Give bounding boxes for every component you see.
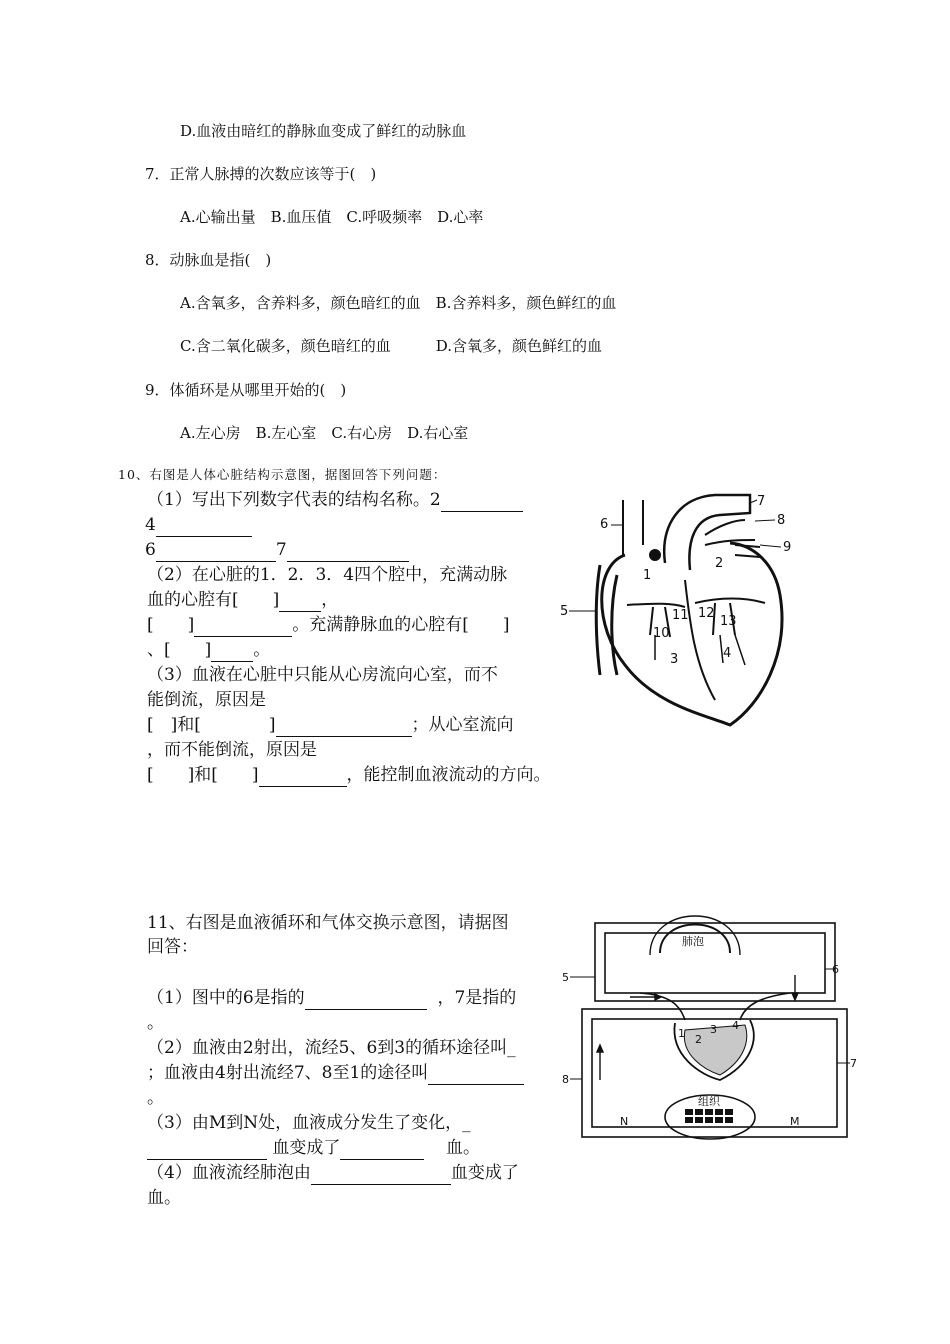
- answer-blank[interactable]: [194, 618, 292, 637]
- answer-blank[interactable]: [428, 1066, 524, 1085]
- q11-part1-end: 。: [147, 1013, 164, 1033]
- q10-part2-line4: [147, 638, 270, 662]
- q11-part3-end: 血。: [446, 1138, 481, 1158]
- q11-part4-text2: 血变成了: [450, 1163, 519, 1183]
- q10-part2-line1: （2）在心脏的1．2．3．4四个腔中，充满动脉: [147, 565, 508, 585]
- q11-part3-text: 血变成了: [272, 1138, 341, 1158]
- heart-label-13: 13: [720, 614, 737, 629]
- q10-part2-line2: [147, 588, 338, 612]
- q8-options-cd: C.含二氧化碳多，颜色暗红的血 D.含氧多，颜色鲜红的血: [180, 337, 602, 355]
- circ-label-8: 8: [562, 1073, 569, 1086]
- q10-part3-text: ；从心室流向: [411, 715, 514, 735]
- q11-intro-line2: 回答：: [147, 937, 198, 957]
- q11-part4-end: 血。: [147, 1188, 181, 1208]
- q10-label-7: 7: [275, 540, 287, 560]
- q10-part3-line3: [147, 713, 514, 737]
- q11-intro-line1: 11、右图是血液循环和气体交换示意图，请据图: [147, 913, 509, 933]
- heart-label-1: 1: [643, 568, 652, 583]
- bracket-blank[interactable]: [ ]和[ ]: [147, 765, 259, 785]
- q11-part3-line2: [147, 1136, 480, 1160]
- circ-label-1: 1: [678, 1027, 685, 1040]
- q11-part1-text2: ，7是指的: [437, 988, 517, 1008]
- answer-blank[interactable]: [147, 1141, 267, 1160]
- heart-label-3: 3: [670, 652, 679, 667]
- q6-option-d: D.血液由暗红的静脉血变成了鲜红的动脉血: [180, 122, 467, 140]
- q10-part1: [147, 488, 523, 512]
- answer-blank[interactable]: [156, 543, 276, 562]
- heart-label-10: 10: [653, 626, 670, 641]
- answer-blank[interactable]: [276, 718, 412, 737]
- q11-part1-text: （1）图中的6是指的: [147, 988, 305, 1008]
- circ-label-4: 4: [732, 1019, 739, 1032]
- tissue-label: 组织: [698, 1095, 720, 1108]
- heart-label-4: 4: [723, 646, 732, 661]
- q10-part2-text-venous: 。充满静脉血的心腔有[ ]: [292, 615, 510, 635]
- answer-blank[interactable]: [156, 518, 252, 537]
- q11-part1: [147, 986, 516, 1010]
- answer-blank[interactable]: [441, 493, 523, 512]
- m-label: M: [790, 1115, 800, 1128]
- q10-part1-line2: [145, 513, 252, 537]
- alveolus-label: 肺泡: [682, 935, 704, 948]
- q11-part2-text: ；血液由4射出流经7、8至1的途径叫: [147, 1063, 429, 1083]
- q11-part4-text: （4）血液流经肺泡由: [147, 1163, 311, 1183]
- q10-part3-line5: [147, 763, 551, 787]
- q10-part3-line2: 能倒流，原因是: [147, 690, 266, 710]
- q10-part2-line3: [147, 613, 510, 637]
- q11-part2-line2: [147, 1061, 524, 1085]
- answer-blank[interactable]: [259, 768, 347, 787]
- heart-label-2: 2: [715, 556, 724, 571]
- answer-blank[interactable]: [311, 1166, 451, 1185]
- bracket-blank[interactable]: [ ]: [147, 615, 195, 635]
- q10-part3-text-end: ，能控制血液流动的方向。: [346, 765, 551, 785]
- q10-part3-line1: （3）血液在心脏中只能从心房流向心室，而不: [147, 665, 498, 685]
- circ-label-3: 3: [710, 1023, 717, 1036]
- answer-blank[interactable]: [279, 593, 321, 612]
- q10-label-4: 4: [145, 515, 156, 535]
- q11-part2-end: 。: [147, 1088, 164, 1108]
- answer-blank[interactable]: [305, 991, 427, 1010]
- q8-options-ab: A.含氧多，含养料多，颜色暗红的血 B.含养料多，颜色鲜红的血: [180, 294, 617, 312]
- q11-part3-line1: （3）由M到N处，血液成分发生了变化，_: [147, 1113, 471, 1133]
- q11-part4-line1: [147, 1161, 519, 1185]
- q10-part1-line3: [145, 538, 409, 562]
- q7-stem: 7．正常人脉搏的次数应该等于( ): [145, 165, 377, 183]
- q7-options: A.心输出量 B.血压值 C.呼吸频率 D.心率: [180, 208, 484, 226]
- circ-label-5: 5: [562, 971, 569, 984]
- q10-part2-text: 血的心腔有[ ]: [147, 590, 280, 610]
- q10-part3-line4: ，而不能倒流，原因是: [147, 740, 317, 760]
- q11-part2-line1: （2）血液由2射出，流经5、6到3的循环途径叫_: [147, 1038, 516, 1058]
- period: 。: [253, 640, 271, 660]
- circ-label-6: 6: [832, 963, 839, 976]
- circulation-figure: [560, 905, 865, 1150]
- q9-stem: 9．体循环是从哪里开始的( ): [145, 381, 347, 399]
- q10-label-6: 6: [145, 540, 156, 560]
- answer-blank[interactable]: [340, 1141, 424, 1160]
- bracket-blank[interactable]: 、[ ]: [147, 640, 212, 660]
- q10-intro: 10、右图是人体心脏结构示意图，据图回答下列问题：: [118, 467, 447, 482]
- bracket-blank[interactable]: [ ]和[ ]: [147, 715, 276, 735]
- heart-label-7: 7: [757, 494, 766, 509]
- heart-label-11: 11: [672, 608, 689, 623]
- heart-label-12: 12: [698, 606, 715, 621]
- circ-label-7: 7: [850, 1057, 857, 1070]
- answer-blank[interactable]: [287, 543, 409, 562]
- circ-label-2: 2: [695, 1033, 702, 1046]
- heart-label-5: 5: [560, 604, 569, 619]
- heart-label-9: 9: [783, 540, 792, 555]
- q10-part1-text: （1）写出下列数字代表的结构名称。2: [147, 490, 441, 510]
- heart-structure-figure: [555, 485, 815, 730]
- q8-stem: 8．动脉血是指( ): [145, 251, 272, 269]
- n-label: N: [620, 1115, 629, 1128]
- heart-label-6: 6: [600, 517, 609, 532]
- answer-blank[interactable]: [211, 643, 253, 662]
- comma: ，: [321, 590, 339, 610]
- heart-label-8: 8: [777, 513, 786, 528]
- q9-options: A.左心房 B.左心室 C.右心房 D.右心室: [180, 424, 469, 442]
